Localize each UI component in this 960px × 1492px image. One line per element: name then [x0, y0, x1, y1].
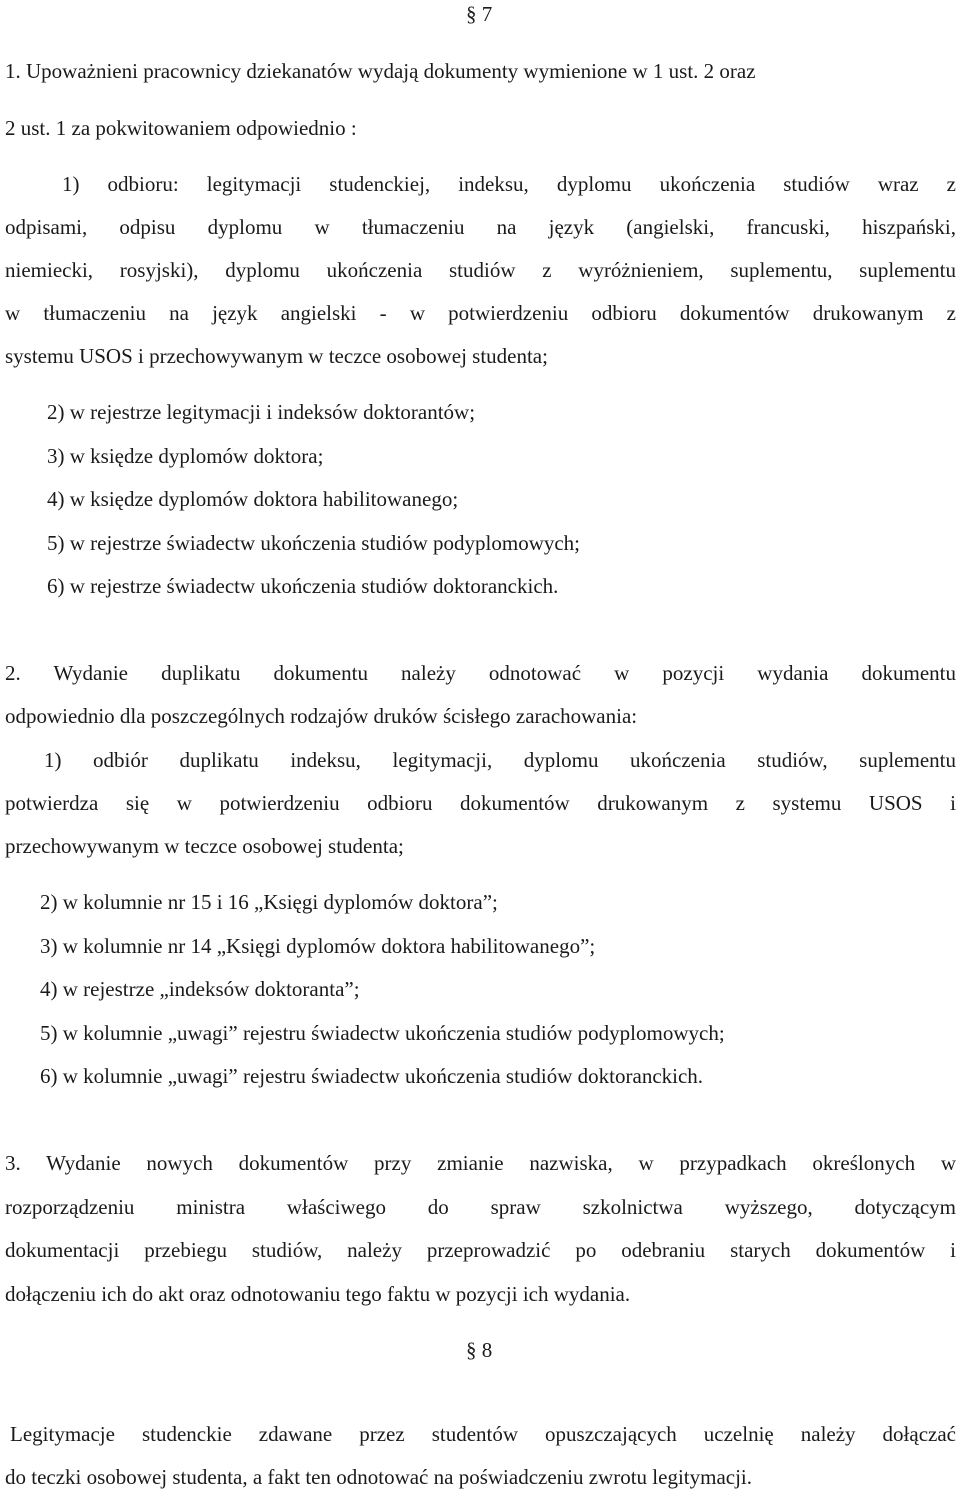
s7-p1-item-4: 4) w księdze dyplomów doktora habilitowanego;: [47, 487, 459, 511]
section-7-heading: § 7: [466, 2, 493, 26]
s8-line-2: do teczki osobowej studenta, a fakt ten odnotować na poświadczeniu zwrotu legitymacji.: [5, 1465, 753, 1489]
s7-p1-item-2: 2) w rejestrze legitymacji i indeksów doktorantów;: [47, 400, 476, 424]
s7-p2-item-1-line-3: przechowywanym w teczce osobowej studenta;: [5, 834, 404, 858]
s7-p1-item-1-line-2: odpisami, odpisu dyplomu w tłumaczeniu na język (angielski, francuski, hiszpański,: [5, 215, 956, 239]
s7-p1-item-3: 3) w księdze dyplomów doktora;: [47, 444, 324, 468]
s7-p2-item-2: 2) w kolumnie nr 15 i 16 „Księgi dyplomów doktora”;: [40, 890, 498, 914]
s7-p1-item-1-line-3: niemiecki, rosyjski), dyplomu ukończenia studiów z wyróżnieniem, suplementu, suplementu: [5, 258, 956, 282]
s7-p2-item-5: 5) w kolumnie „uwagi” rejestru świadectw ukończenia studiów podyplomowych;: [40, 1021, 725, 1045]
s7-p2-item-4: 4) w rejestrze „indeksów doktoranta”;: [40, 977, 360, 1001]
s7-p2-item-3: 3) w kolumnie nr 14 „Księgi dyplomów doktora habilitowanego”;: [40, 934, 596, 958]
s7-p1-item-6: 6) w rejestrze świadectw ukończenia studiów doktoranckich.: [47, 574, 559, 598]
s7-p2-item-1-line-2: potwierdza się w potwierdzeniu odbioru dokumentów drukowanym z systemu USOS i: [5, 791, 956, 815]
s7-p3-line-2: rozporządzeniu ministra właściwego do spraw szkolnictwa wyższego, dotyczącym: [5, 1195, 956, 1219]
s7-p1-item-5: 5) w rejestrze świadectw ukończenia studiów podyplomowych;: [47, 531, 581, 555]
s7-p3-line-4: dołączeniu ich do akt oraz odnotowaniu tego faktu w pozycji ich wydania.: [5, 1282, 631, 1306]
s7-p1-item-1-line-1: 1) odbioru: legitymacji studenckiej, indeksu, dyplomu ukończenia studiów wraz z: [62, 172, 956, 196]
s7-p1-item-1-line-4: w tłumaczeniu na język angielski - w potwierdzeniu odbioru dokumentów drukowanym z: [5, 301, 956, 325]
s7-p1-line-1: 1. Upoważnieni pracownicy dziekanatów wydają dokumenty wymienione w 1 ust. 2 oraz: [5, 59, 756, 83]
s7-p2-item-6: 6) w kolumnie „uwagi” rejestru świadectw ukończenia studiów doktoranckich.: [40, 1064, 704, 1088]
s7-p2-item-1-line-1: 1) odbiór duplikatu indeksu, legitymacji, dyplomu ukończenia studiów, suplementu: [44, 748, 956, 772]
s7-p1-line-2: 2 ust. 1 za pokwitowaniem odpowiednio :: [5, 116, 357, 140]
s7-p3-line-1: 3. Wydanie nowych dokumentów przy zmianie nazwiska, w przypadkach określonych w: [5, 1151, 956, 1175]
s7-p2-line-2: odpowiednio dla poszczególnych rodzajów druków ścisłego zarachowania:: [5, 704, 638, 728]
s7-p1-item-1-line-5: systemu USOS i przechowywanym w teczce osobowej studenta;: [5, 344, 548, 368]
section-8-heading: § 8: [466, 1338, 493, 1362]
s8-line-1: Legitymacje studenckie zdawane przez studentów opuszczających uczelnię należy dołączać: [10, 1422, 956, 1446]
s7-p3-line-3: dokumentacji przebiegu studiów, należy przeprowadzić po odebraniu starych dokumentów i: [5, 1238, 956, 1262]
s7-p2-line-1: 2. Wydanie duplikatu dokumentu należy odnotować w pozycji wydania dokumentu: [5, 661, 956, 685]
